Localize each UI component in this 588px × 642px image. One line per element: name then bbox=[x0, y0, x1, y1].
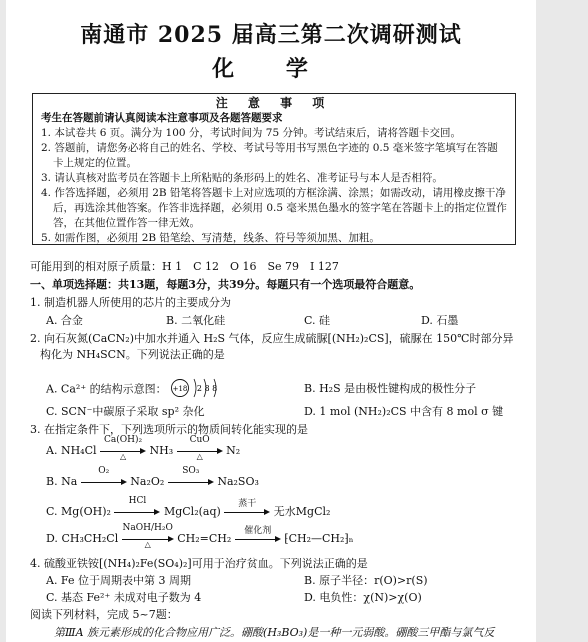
notice-heading: 注 意 事 项 bbox=[215, 96, 333, 110]
notice-box bbox=[32, 93, 516, 245]
reaction-arrow: SO₃ bbox=[168, 475, 214, 489]
q3-option-d: D. CH₃CH₂Cl NaOH/H₂O △ CH₂=CH₂ 催化剂 ⁅CH₂—CH₂⁆ₙ bbox=[46, 523, 354, 549]
question-3-stem: 3. 在指定条件下，下列选项所示的物质间转化能实现的是 bbox=[30, 423, 308, 436]
reaction-arrow: 催化剂 bbox=[235, 532, 281, 546]
subject-title: 化 学 bbox=[212, 56, 330, 82]
reaction-arrow: Ca(OH)₂ △ bbox=[100, 444, 146, 458]
reaction-arrow: CuO △ bbox=[177, 444, 223, 458]
question-4-stem: 4. 硫酸亚铁铵[(NH₄)₂Fe(SO₄)₂]可用于治疗贫血。下列说法正确的是 bbox=[30, 557, 368, 570]
q2-option-b: B. H₂S 是由极性键构成的极性分子 bbox=[304, 382, 477, 395]
atom-nucleus: +18 bbox=[172, 385, 188, 393]
q4-option-b: B. 原子半径：r(O)>r(S) bbox=[304, 574, 428, 587]
reaction-arrow: 蒸干 bbox=[224, 505, 270, 519]
exam-page bbox=[6, 0, 536, 642]
reaction-arrow: NaOH/H₂O △ bbox=[122, 523, 173, 549]
q4-option-c: C. 基态 Fe²⁺ 未成对电子数为 4 bbox=[46, 591, 202, 604]
section-heading: 一、单项选择题：共13题，每题3分，共39分。每题只有一个选项最符合题意。 bbox=[30, 278, 421, 291]
notice-subheading: 考生在答题前请认真阅读本注意事项及各题答题要求 bbox=[41, 112, 283, 124]
q3-option-b: B. Na O₂ Na₂O₂ SO₃ Na₂SO₃ bbox=[46, 466, 259, 488]
q1-option-b: B. 二氧化硅 bbox=[166, 314, 226, 327]
reaction-arrow: HCl bbox=[114, 505, 160, 519]
question-1-stem: 1. 制造机器人所使用的芯片的主要成分为 bbox=[30, 296, 231, 309]
q2-option-d: D. 1 mol (NH₂)₂CS 中含有 8 mol σ 键 bbox=[304, 405, 504, 418]
atomic-masses: 可能用到的相对原子质量：H 1 C 12 O 16 Se 79 I 127 bbox=[30, 260, 339, 273]
q2-option-a bbox=[46, 373, 232, 406]
notice-item: 3. 请认真核对监考员在答题卡上所粘贴的条形码上的姓名、准考证号与本人是否相符。 bbox=[41, 172, 443, 184]
q3-option-c: C. Mg(OH)₂ HCl MgCl₂(aq) 蒸干 无水MgCl₂ bbox=[46, 496, 331, 518]
reading-instruction: 阅读下列材料，完成 5~7题： bbox=[30, 608, 178, 621]
atom-shells: 2 8 8 bbox=[196, 384, 218, 393]
q2-option-a-text: A. Ca²⁺ 的结构示意图： bbox=[46, 382, 167, 396]
exam-title: 南通市 2025 届高三第二次调研测试 bbox=[80, 22, 462, 48]
q4-option-d: D. 电负性：χ(N)>χ(O) bbox=[304, 591, 422, 604]
notice-item: 1. 本试卷共 6 页。满分为 100 分，考试时间为 75 分钟。考试结束后，请将答题卡交回。 bbox=[41, 127, 461, 139]
reaction-arrow: O₂ bbox=[81, 475, 127, 489]
viewer-background bbox=[542, 0, 588, 642]
q3-option-a: A. NH₄Cl Ca(OH)₂ △ NH₃ CuO △ N₂ bbox=[46, 435, 241, 461]
ca-ion-structure-diagram bbox=[170, 373, 232, 406]
notice-item: 4. 作答选择题，必须用 2B 铅笔将答题卡上对应选项的方框涂满、涂黑；如需改动，请用橡皮擦干净后，再选涂其他答案。作答非选择题，必须用 0.5 毫米黑色墨水的签字笔在答题卡上的指定位置作答，在其他位置作答一律无效。 bbox=[41, 187, 507, 229]
reading-material: 第ⅢA 族元素形成的化合物应用广泛。硼酸(H₃BO₃)是一种一元弱酸。硼酸三甲酯与氯气反 bbox=[54, 626, 495, 639]
q2-option-c: C. SCN⁻中碳原子采取 sp² 杂化 bbox=[46, 405, 205, 418]
question-2-stem: 2. 向石灰氮(CaCN₂)中加水并通入 H₂S 气体，反应生成硫脲[(NH₂)₂CS]，硫脲在 150℃时部分异 bbox=[30, 332, 514, 345]
question-2-stem-cont: 构化为 NH₄SCN。下列说法正确的是 bbox=[40, 348, 225, 361]
q1-option-a: A. 合金 bbox=[46, 314, 83, 327]
q4-option-a: A. Fe 位于周期表中第 3 周期 bbox=[46, 574, 191, 587]
q1-option-c: C. 硅 bbox=[304, 314, 331, 327]
notice-item: 5. 如需作图，必须用 2B 铅笔绘、写清楚，线条、符号等须加黑、加粗。 bbox=[41, 232, 380, 244]
q1-option-d: D. 石墨 bbox=[421, 314, 459, 327]
notice-item: 2. 答题前，请您务必将自己的姓名、学校、考试号等用书写黑色字迹的 0.5 毫米签字笔填写在答题卡上规定的位置。 bbox=[41, 142, 498, 169]
